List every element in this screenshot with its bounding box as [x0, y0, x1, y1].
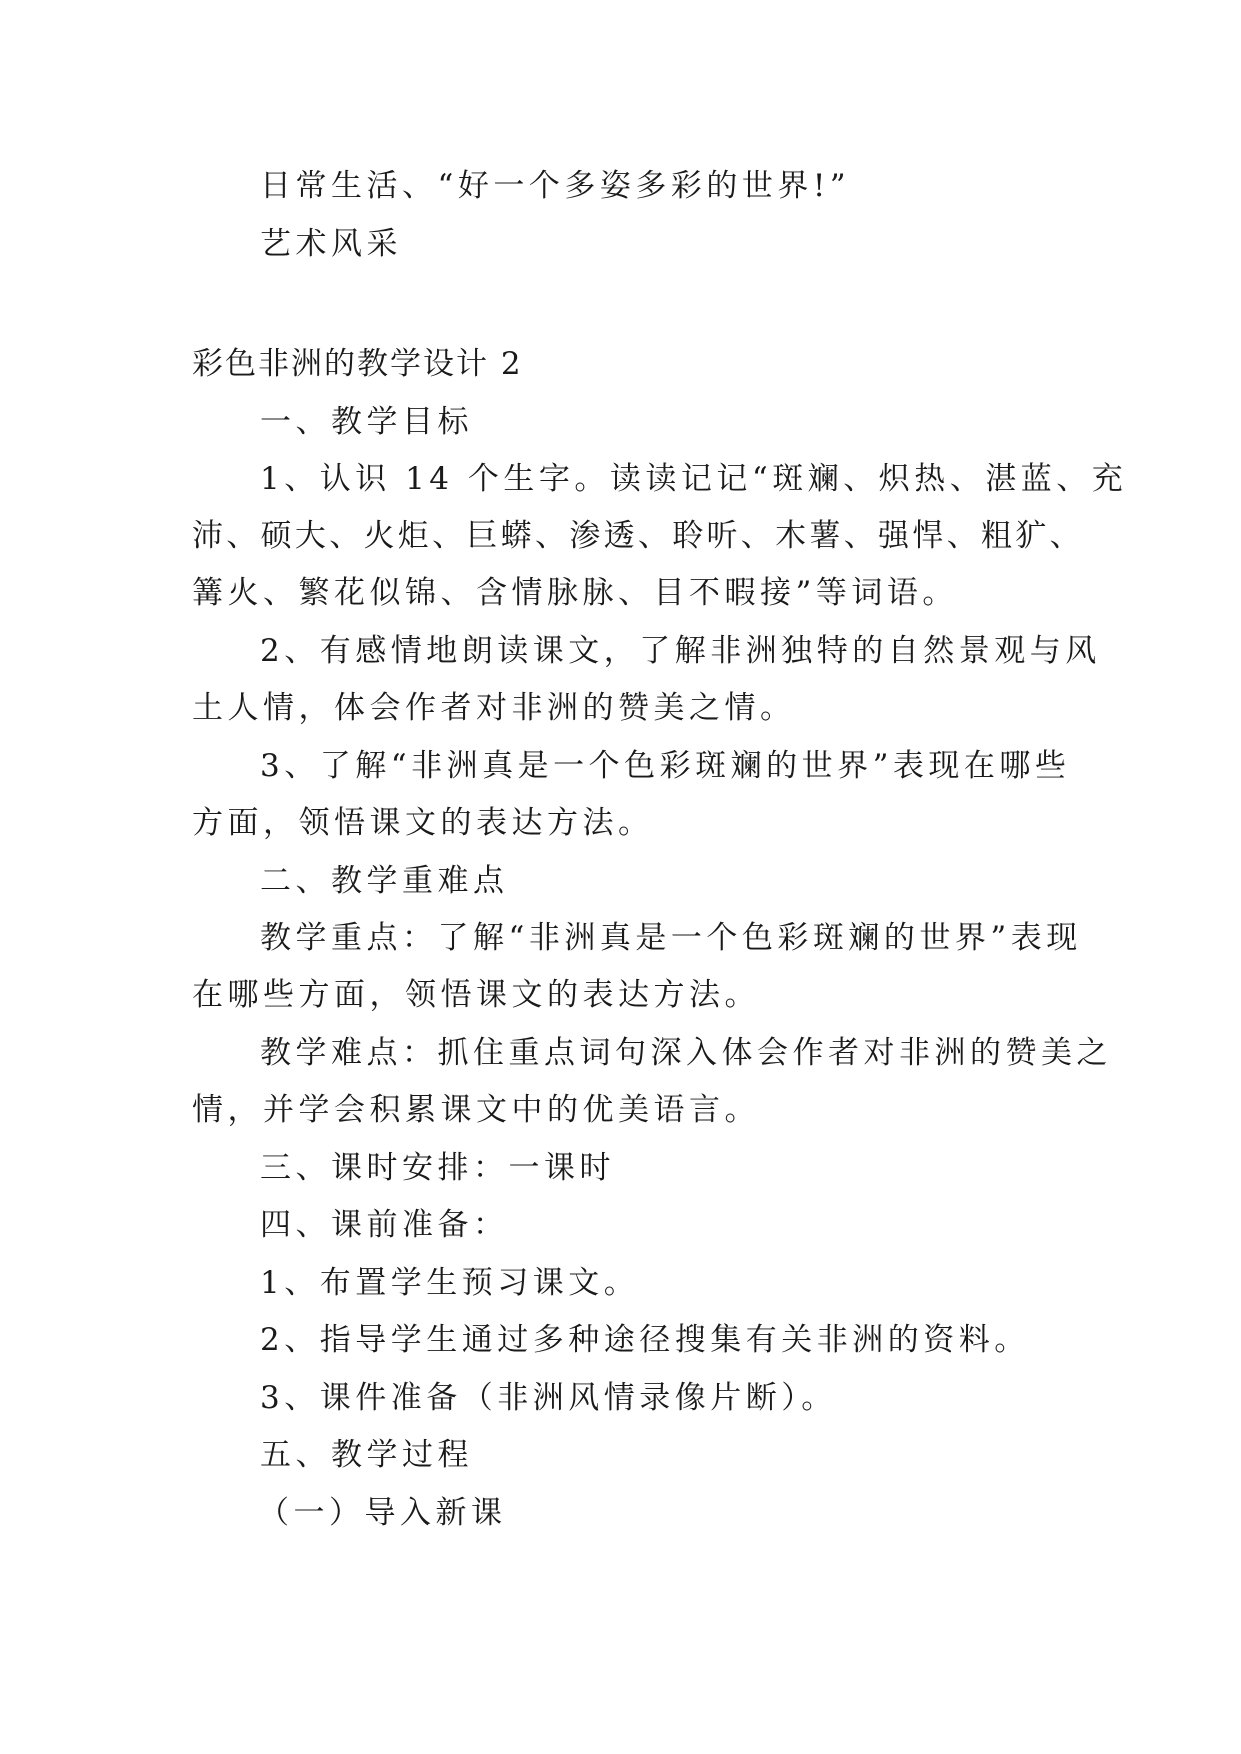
paragraph-key-point-cont: 在哪些方面，领悟课文的表达方法。: [192, 977, 760, 1013]
paragraph-goal-1-cont: 沛、硕大、火炬、巨蟒、渗透、聆听、木薯、强悍、粗犷、: [192, 518, 1084, 554]
paragraph-goal-2-cont: 土人情，体会作者对非洲的赞美之情。: [192, 690, 796, 726]
heading-schedule: 三、课时安排：一课时: [260, 1150, 615, 1186]
heading-teaching-goals: 一、教学目标: [260, 404, 473, 440]
paragraph-goal-1: 1、认识 14 个生字。读读记记“斑斓、炽热、湛蓝、充: [260, 461, 1128, 497]
heading-key-points: 二、教学重难点: [260, 863, 509, 899]
paragraph-goal-3-cont: 方面，领悟课文的表达方法。: [192, 805, 654, 841]
paragraph-prep-2: 2、指导学生通过多种途径搜集有关非洲的资料。: [260, 1322, 1030, 1358]
paragraph-difficult-point: 教学难点：抓住重点词句深入体会作者对非洲的赞美之: [260, 1035, 1112, 1071]
paragraph-difficult-point-cont: 情，并学会积累课文中的优美语言。: [192, 1092, 760, 1128]
paragraph-key-point: 教学重点：了解“非洲真是一个色彩斑斓的世界”表现: [260, 920, 1082, 956]
section-title: 彩色非洲的教学设计 2: [192, 346, 523, 382]
paragraph-goal-3: 3、了解“非洲真是一个色彩斑斓的世界”表现在哪些: [260, 748, 1071, 784]
paragraph-prep-1: 1、布置学生预习课文。: [260, 1265, 640, 1301]
text-line-daily-life: 日常生活、“好一个多姿多彩的世界!”: [260, 168, 851, 204]
paragraph-goal-2: 2、有感情地朗读课文，了解非洲独特的自然景观与风: [260, 633, 1101, 669]
paragraph-goal-1-end: 篝火、繁花似锦、含情脉脉、目不暇接”等词语。: [192, 575, 958, 611]
heading-preparation: 四、课前准备：: [260, 1207, 509, 1243]
heading-teaching-process: 五、教学过程: [260, 1437, 473, 1473]
paragraph-prep-3: 3、课件准备（非洲风情录像片断）。: [260, 1380, 837, 1416]
text-line-art-style: 艺术风采: [260, 226, 402, 262]
heading-intro-lesson: （一）导入新课: [258, 1495, 507, 1531]
